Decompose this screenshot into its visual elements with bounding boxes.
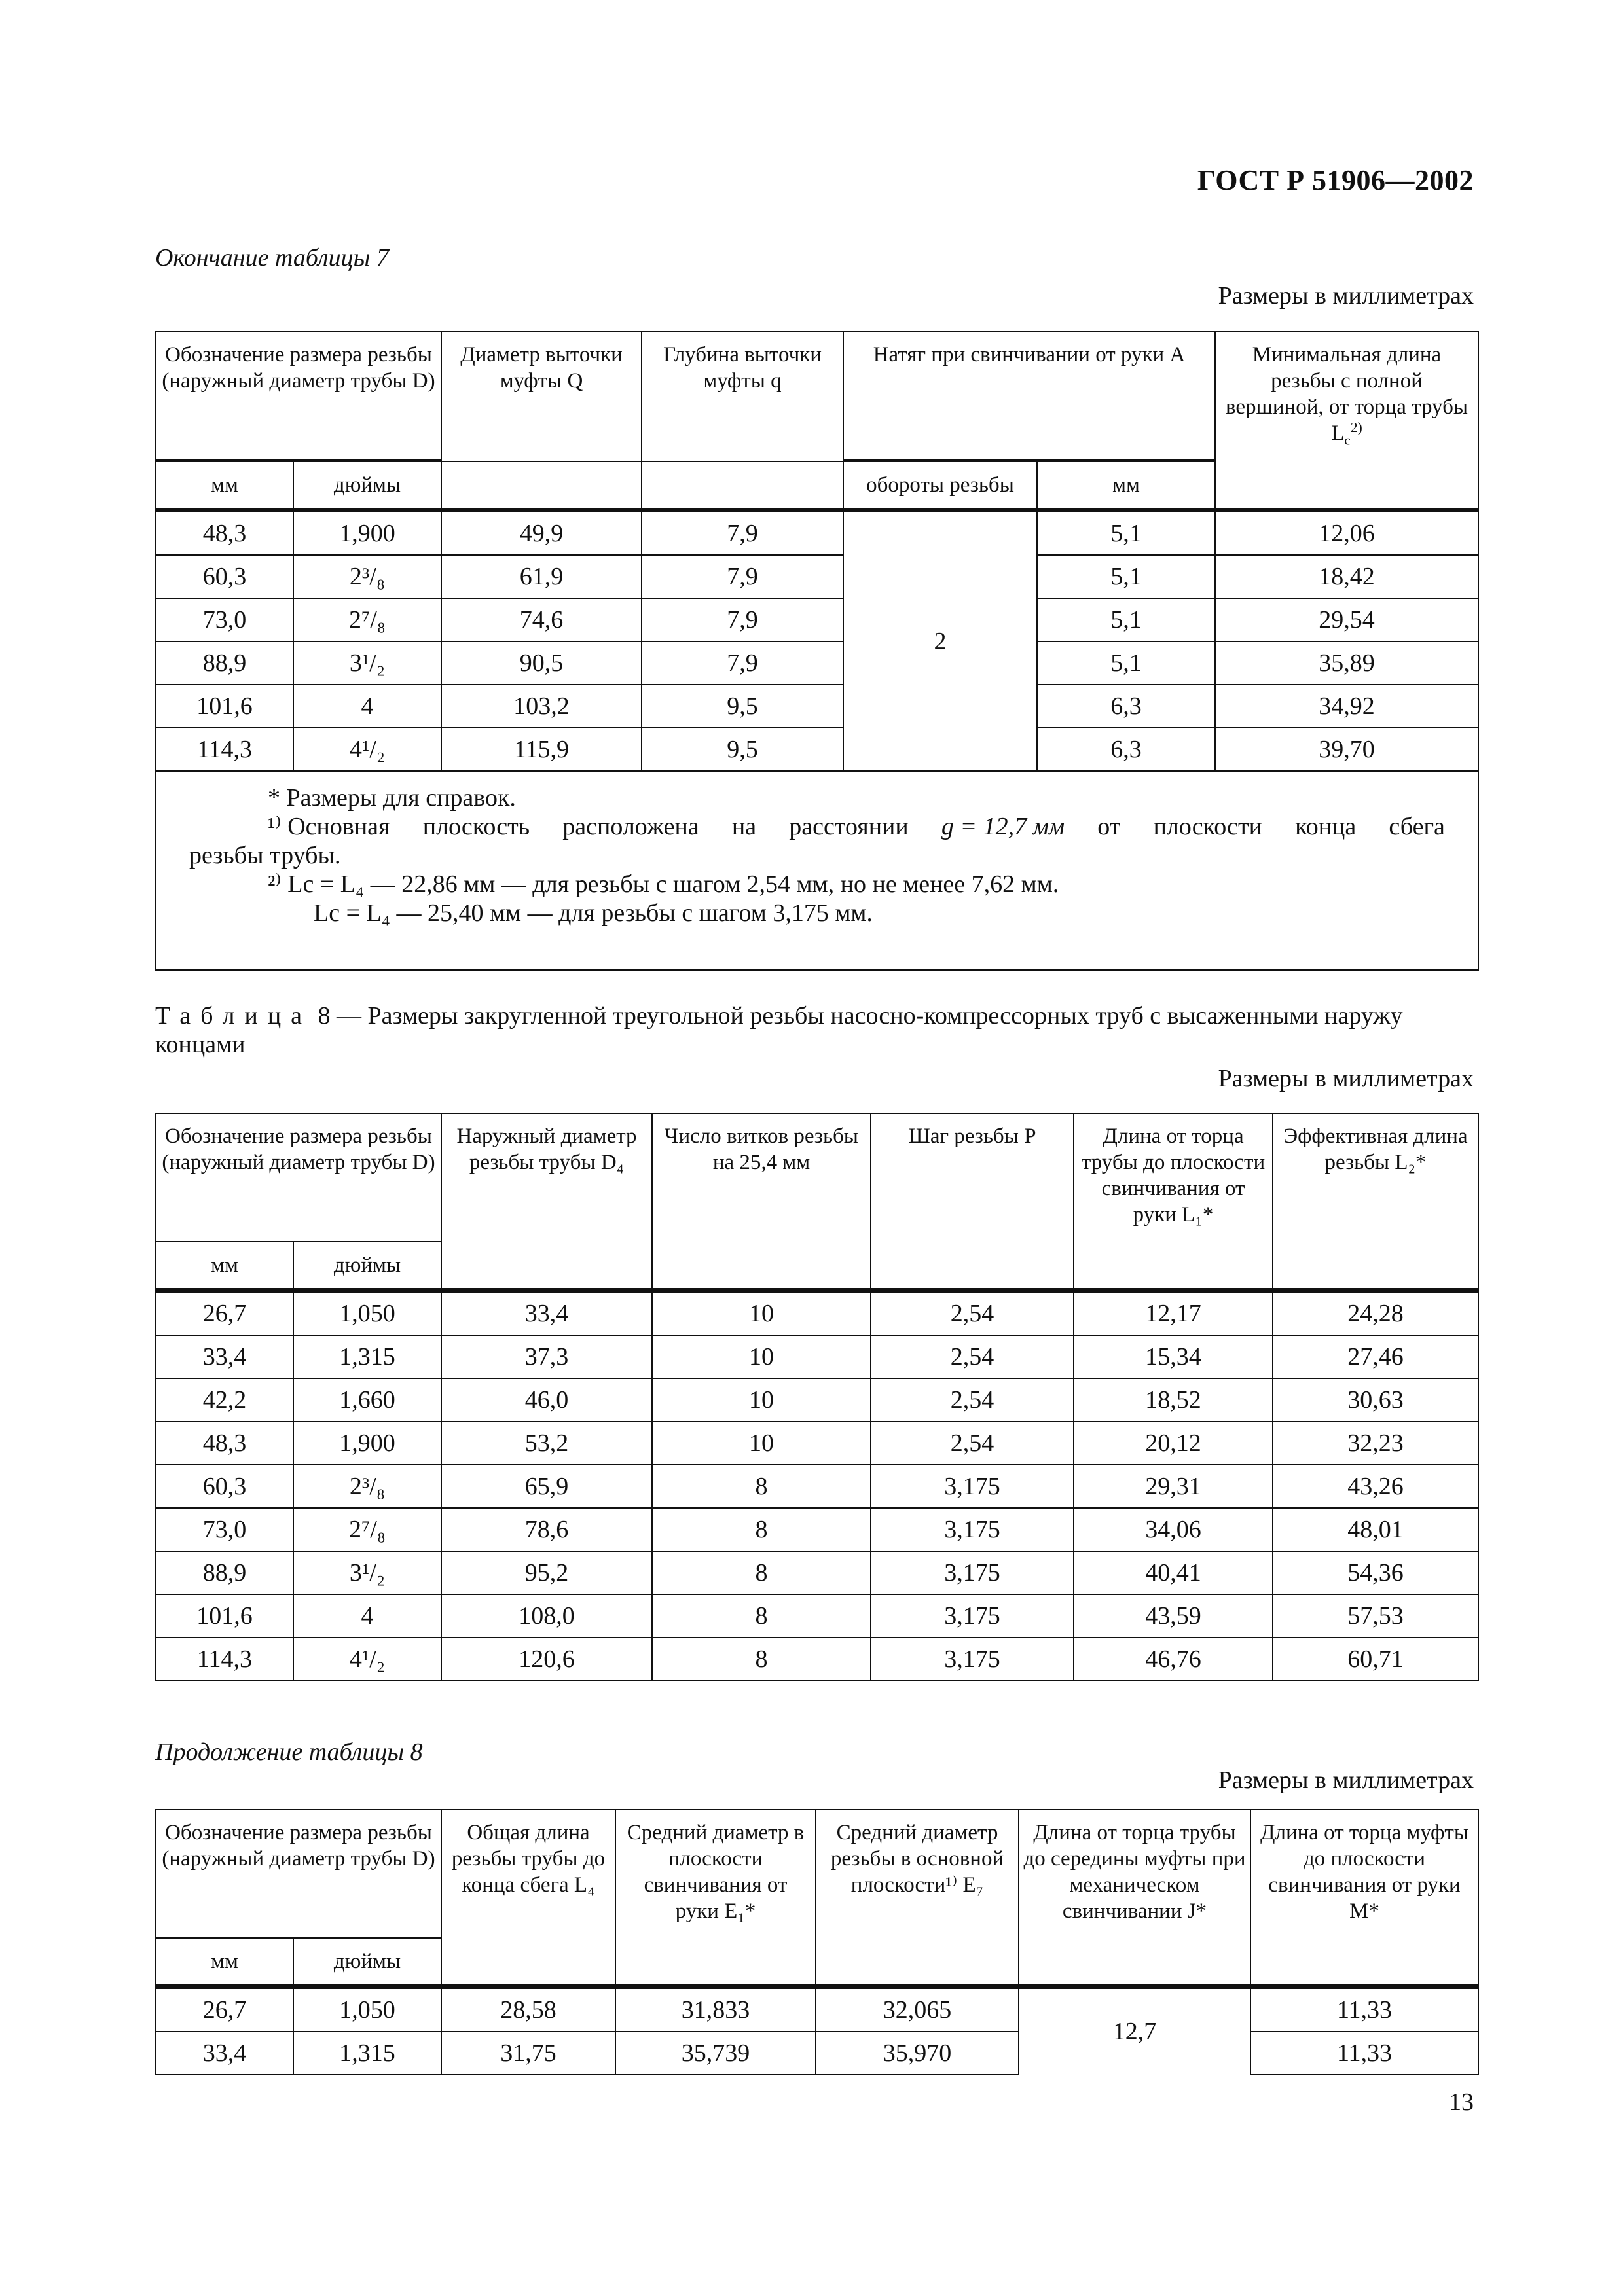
table8-continuation-caption: Продолжение таблицы 8 [155, 1738, 423, 1766]
t7-turns-value: 2 [843, 510, 1037, 771]
document-header: ГОСТ Р 51906—2002 [1197, 164, 1474, 196]
table-row: 48,3 1,900 49,9 7,9 2 5,1 12,06 [156, 510, 1478, 555]
table-row: 114,3 4¹/₂ 120,6 8 3,175 46,76 60,71 [156, 1638, 1478, 1681]
table7-footnotes: * Размеры для справок. ¹⁾ Основная плоскость расположена на расстоянии g = 12,7 мм от плоскости конца сбега резьбы трубы. ²⁾ Lc = L₄ — 22,86 мм — для резьбы с шагом 2,54 мм, но не менее 7,62 мм. Lc = L₄ — 25,40 мм — для резьбы с шагом 3,175 мм. [156, 771, 1478, 970]
t7-header-recess-depth: Глубина выточки муфты q [642, 332, 843, 461]
table-row: 73,0 2⁷/₈ 74,6 7,9 5,1 29,54 [156, 598, 1478, 641]
table-row: 88,9 3¹/₂ 95,2 8 3,175 40,41 54,36 [156, 1551, 1478, 1594]
page-number: 13 [1449, 2089, 1474, 2116]
table-row: 26,7 1,050 33,4 10 2,54 12,17 24,28 [156, 1290, 1478, 1335]
table8-units-note: Размеры в миллиметрах [1218, 1065, 1474, 1092]
table7-end [155, 331, 1479, 971]
t7-header-inch: дюймы [293, 461, 441, 510]
t8c-header-coupling-length: Длина от торца муфты до плоскости свинчивания от руки M* [1250, 1810, 1478, 1986]
t8c-header-designation: Обозначение размера резьбы (наружный диаметр трубы D) [156, 1810, 441, 1938]
table-row: 60,3 2³/₈ 65,9 8 3,175 29,31 43,26 [156, 1465, 1478, 1508]
table8 [155, 1113, 1479, 1681]
t8c-header-inch: дюймы [293, 1938, 441, 1986]
table7-units-note: Размеры в миллиметрах [1218, 282, 1474, 310]
t8-header-pitch: Шаг резьбы P [871, 1113, 1074, 1290]
t8c-header-pitch-diameter-handtight: Средний диаметр в плоскости свинчивания от руки E₁* [615, 1810, 816, 1986]
table-row: 48,3 1,900 53,2 10 2,54 20,12 32,23 [156, 1422, 1478, 1465]
table7-continuation-caption: Окончание таблицы 7 [155, 244, 389, 272]
t8-header-designation: Обозначение размера резьбы (наружный диаметр трубы D) [156, 1113, 441, 1242]
t8c-header-length-to-coupling-center: Длина от торца трубы до середины муфты при механическом свинчивании J* [1019, 1810, 1250, 1986]
table8-caption: Таблица 8 — Размеры закругленной треугольной резьбы насосно-компрессорных труб с высаженными наружу концами [155, 1002, 1403, 1058]
table-row: 73,0 2⁷/₈ 78,6 8 3,175 34,06 48,01 [156, 1508, 1478, 1551]
table-row: 101,6 4 103,2 9,5 6,3 34,92 [156, 685, 1478, 728]
t7-header-mm: мм [156, 461, 293, 510]
table-row: 114,3 4¹/₂ 115,9 9,5 6,3 39,70 [156, 728, 1478, 771]
table-row: 101,6 4 108,0 8 3,175 43,59 57,53 [156, 1594, 1478, 1638]
t8-header-outer-diameter: Наружный диаметр резьбы трубы D₄ [441, 1113, 652, 1290]
t7-header-turns: обороты резьбы [843, 461, 1037, 510]
t7-header-mm2: мм [1037, 461, 1215, 510]
table8-cont-units-note: Размеры в миллиметрах [1218, 1767, 1474, 1794]
t8-header-handtight-length: Длина от торца трубы до плоскости свинчивания от руки L₁* [1074, 1113, 1273, 1290]
t7-header-designation: Обозначение размера резьбы (наружный диаметр трубы D) [156, 332, 441, 460]
t8c-header-pitch-diameter-gauge: Средний диаметр резьбы в основной плоскости¹⁾ E₇ [816, 1810, 1019, 1986]
table-row: 26,7 1,050 28,58 31,833 32,065 12,7 11,33 [156, 1986, 1478, 2032]
table-row: 42,2 1,660 46,0 10 2,54 18,52 30,63 [156, 1378, 1478, 1422]
t8c-header-total-length: Общая длина резьбы трубы до конца сбега L₄ [441, 1810, 615, 1986]
table-row: 88,9 3¹/₂ 90,5 7,9 5,1 35,89 [156, 641, 1478, 685]
table-row: 60,3 2³/₈ 61,9 7,9 5,1 18,42 [156, 555, 1478, 598]
t8c-j-value: 12,7 [1019, 1986, 1250, 2075]
t7-header-handtight: Натяг при свинчивании от руки A [843, 332, 1215, 460]
table-row: 33,4 1,315 37,3 10 2,54 15,34 27,46 [156, 1335, 1478, 1378]
t8-header-mm: мм [156, 1242, 293, 1290]
t8-header-effective-length: Эффективная длина резьбы L₂* [1273, 1113, 1478, 1290]
t8-header-turns: Число витков резьбы на 25,4 мм [652, 1113, 871, 1290]
t7-header-recess-diameter: Диаметр выточки муфты Q [441, 332, 642, 461]
table-row: 33,4 1,315 31,75 35,739 35,970 11,33 [156, 2032, 1478, 2075]
t8c-header-mm: мм [156, 1938, 293, 1986]
t7-header-min-length: Минимальная длина резьбы с полной вершиной, от торца трубы $L_c^{2)}$ [1215, 332, 1478, 510]
t8-header-inch: дюймы [293, 1242, 441, 1290]
table8-continuation [155, 1809, 1479, 2075]
